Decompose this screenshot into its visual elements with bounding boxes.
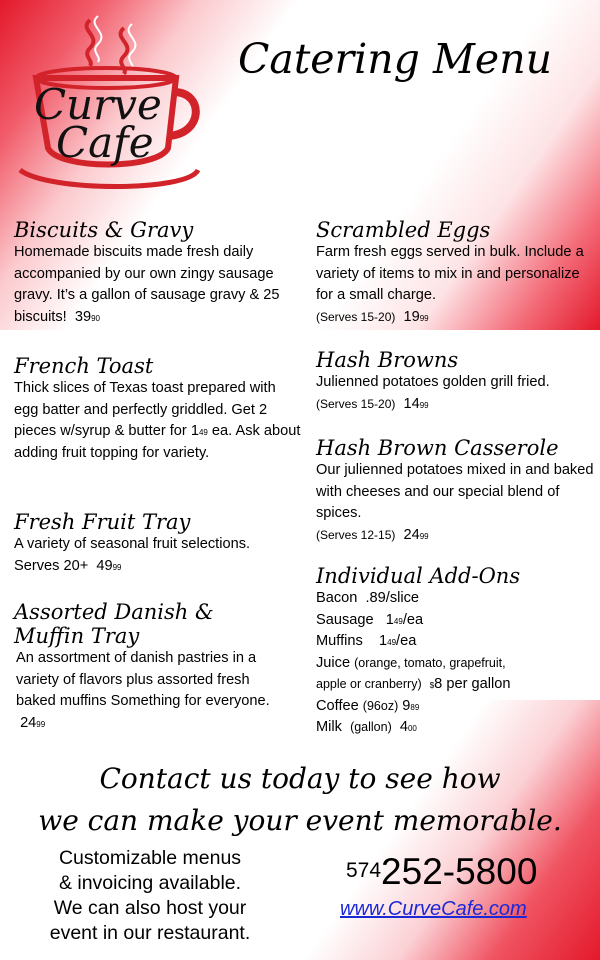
item-description: [14, 378, 304, 464]
price-unit: /ea: [396, 633, 417, 649]
price-cents: 90: [91, 313, 100, 323]
menu-item-french-toast: [14, 354, 304, 464]
item-description: [316, 372, 600, 415]
item-name: French Toast: [14, 354, 154, 378]
curve-cafe-logo: [8, 8, 208, 198]
item-name-line2: Muffin Tray: [14, 624, 140, 648]
addon-label: Juice: [316, 654, 351, 671]
addon-sausage: [316, 610, 600, 632]
item-name: Fresh Fruit Tray: [14, 510, 191, 534]
logo-word-curve: Curve: [34, 80, 162, 129]
addon-price: .89/slice: [365, 590, 420, 606]
price-whole: 19: [403, 308, 420, 325]
addon-price: 8 per gallon: [434, 676, 511, 692]
item-price: [191, 423, 208, 439]
price-whole: 4: [399, 719, 408, 735]
item-desc-text: Thick slices of Texas toast prepared with egg batter and perfectly griddled. Get 2 pieces w/syrup & butter for: [14, 380, 276, 439]
phone-number[interactable]: [346, 850, 556, 894]
price-whole: 1: [190, 423, 199, 439]
item-description: [14, 242, 304, 328]
price-cents: 99: [419, 400, 429, 410]
price-cents: 99: [36, 719, 46, 729]
website-link[interactable]: www.CurveCafe.com: [340, 898, 527, 920]
price-cents: 99: [419, 531, 429, 541]
notes-line-3: We can also host your: [53, 897, 247, 919]
phone-digits: 252-5800: [381, 851, 538, 892]
item-price: [16, 715, 45, 731]
item-name: Hash Browns: [316, 348, 459, 372]
addons-list: [316, 588, 600, 739]
item-name: Hash Brown Casserole: [316, 436, 559, 460]
item-serves: Serves 20+: [14, 557, 89, 574]
item-name-line1: Assorted Danish &: [14, 600, 214, 624]
item-description: [316, 242, 600, 328]
price-cents: 49: [393, 616, 403, 626]
phone-area-code: 574: [346, 859, 382, 882]
item-serves: (Serves 12-15): [316, 527, 396, 542]
item-desc-text: Julienned potatoes golden grill fried.: [316, 374, 550, 390]
page-title: Catering Menu: [238, 35, 553, 83]
item-desc-text: An assortment of danish pastries in a variety of flavors plus assorted fresh baked muffins Something for everyone.: [16, 650, 270, 709]
addon-juice-cont: [316, 674, 600, 696]
addon-juice: [316, 653, 600, 675]
price-dollar: $: [429, 681, 435, 690]
price-whole: 49: [96, 557, 113, 574]
addon-muffins: [316, 631, 600, 653]
price-whole: 39: [74, 308, 92, 325]
item-price: [403, 527, 428, 543]
catering-notes: [24, 846, 276, 946]
price-whole: 24: [403, 526, 420, 543]
item-serves: (Serves 15-20): [316, 309, 396, 324]
item-price: [96, 558, 121, 574]
contact-tagline: [0, 758, 600, 842]
addon-note: apple or cranberry): [316, 677, 422, 691]
menu-item-scrambled-eggs: [316, 218, 600, 328]
item-desc-text: Our julienned potatoes mixed in and baked with cheeses and our special blend of spices.: [316, 462, 594, 521]
addon-label: Muffins: [316, 633, 363, 649]
price-whole: 24: [20, 714, 37, 731]
price-whole: 1: [385, 611, 394, 628]
addon-coffee: [316, 696, 600, 718]
addon-note: (orange, tomato, grapefruit,: [354, 655, 506, 670]
individual-addons: [316, 564, 600, 739]
menu-item-danish-muffin-tray: [14, 600, 304, 734]
item-price: [403, 309, 428, 325]
item-name: Scrambled Eggs: [316, 218, 491, 242]
item-price: [403, 396, 428, 412]
price-whole: 1: [379, 633, 388, 649]
item-description: [316, 460, 600, 546]
addon-bacon: [316, 588, 600, 610]
logo-word-cafe: Cafe: [56, 118, 154, 167]
addon-milk: [316, 717, 600, 739]
menu-item-biscuits-gravy: [14, 218, 304, 328]
price-cents: 49: [387, 638, 397, 647]
item-desc-text: A variety of seasonal fruit selections.: [14, 536, 251, 552]
contact-line-2: we can make your event memorable.: [38, 804, 562, 837]
price-cents: 00: [407, 724, 417, 733]
price-cents: 49: [198, 428, 208, 437]
item-name: Biscuits & Gravy: [14, 218, 194, 242]
notes-line-2: & invoicing available.: [58, 872, 242, 894]
contact-line-1: Contact us today to see how: [99, 762, 501, 795]
addon-label: Milk: [316, 719, 342, 735]
item-price: [71, 309, 100, 325]
notes-line-4: event in our restaurant.: [49, 922, 251, 944]
addon-label: Sausage: [316, 611, 374, 628]
item-desc-after: ea. Ask about adding fruit topping for variety.: [14, 423, 301, 461]
addons-title: Individual Add-Ons: [316, 564, 521, 588]
item-serves: (Serves 15-20): [316, 396, 396, 411]
price-cents: 89: [410, 702, 420, 712]
item-desc-text: Homemade biscuits made fresh daily accompanied by our own zingy sausage gravy. It’s a gallon of sausage gravy & 25 biscuits!: [14, 244, 280, 325]
menu-item-fresh-fruit-tray: [14, 510, 304, 577]
item-description: [14, 648, 304, 734]
price-cents: 99: [419, 313, 429, 323]
addon-note: (gallon): [350, 720, 392, 734]
price-whole: 14: [403, 395, 420, 412]
menu-item-hash-brown-casserole: [316, 436, 600, 546]
notes-line-1: Customizable menus: [58, 847, 242, 869]
item-description: [14, 534, 304, 577]
price-whole: 9: [402, 697, 411, 714]
price-cents: 99: [112, 562, 122, 572]
addon-label: Coffee: [316, 697, 359, 714]
item-desc-text: Farm fresh eggs served in bulk. Include a variety of items to mix in and personalize for a small charge.: [316, 244, 584, 303]
addon-label: Bacon: [316, 590, 358, 606]
addon-note: (96oz): [362, 698, 399, 713]
menu-item-hash-browns: [316, 348, 600, 415]
price-unit: /ea: [402, 611, 424, 628]
